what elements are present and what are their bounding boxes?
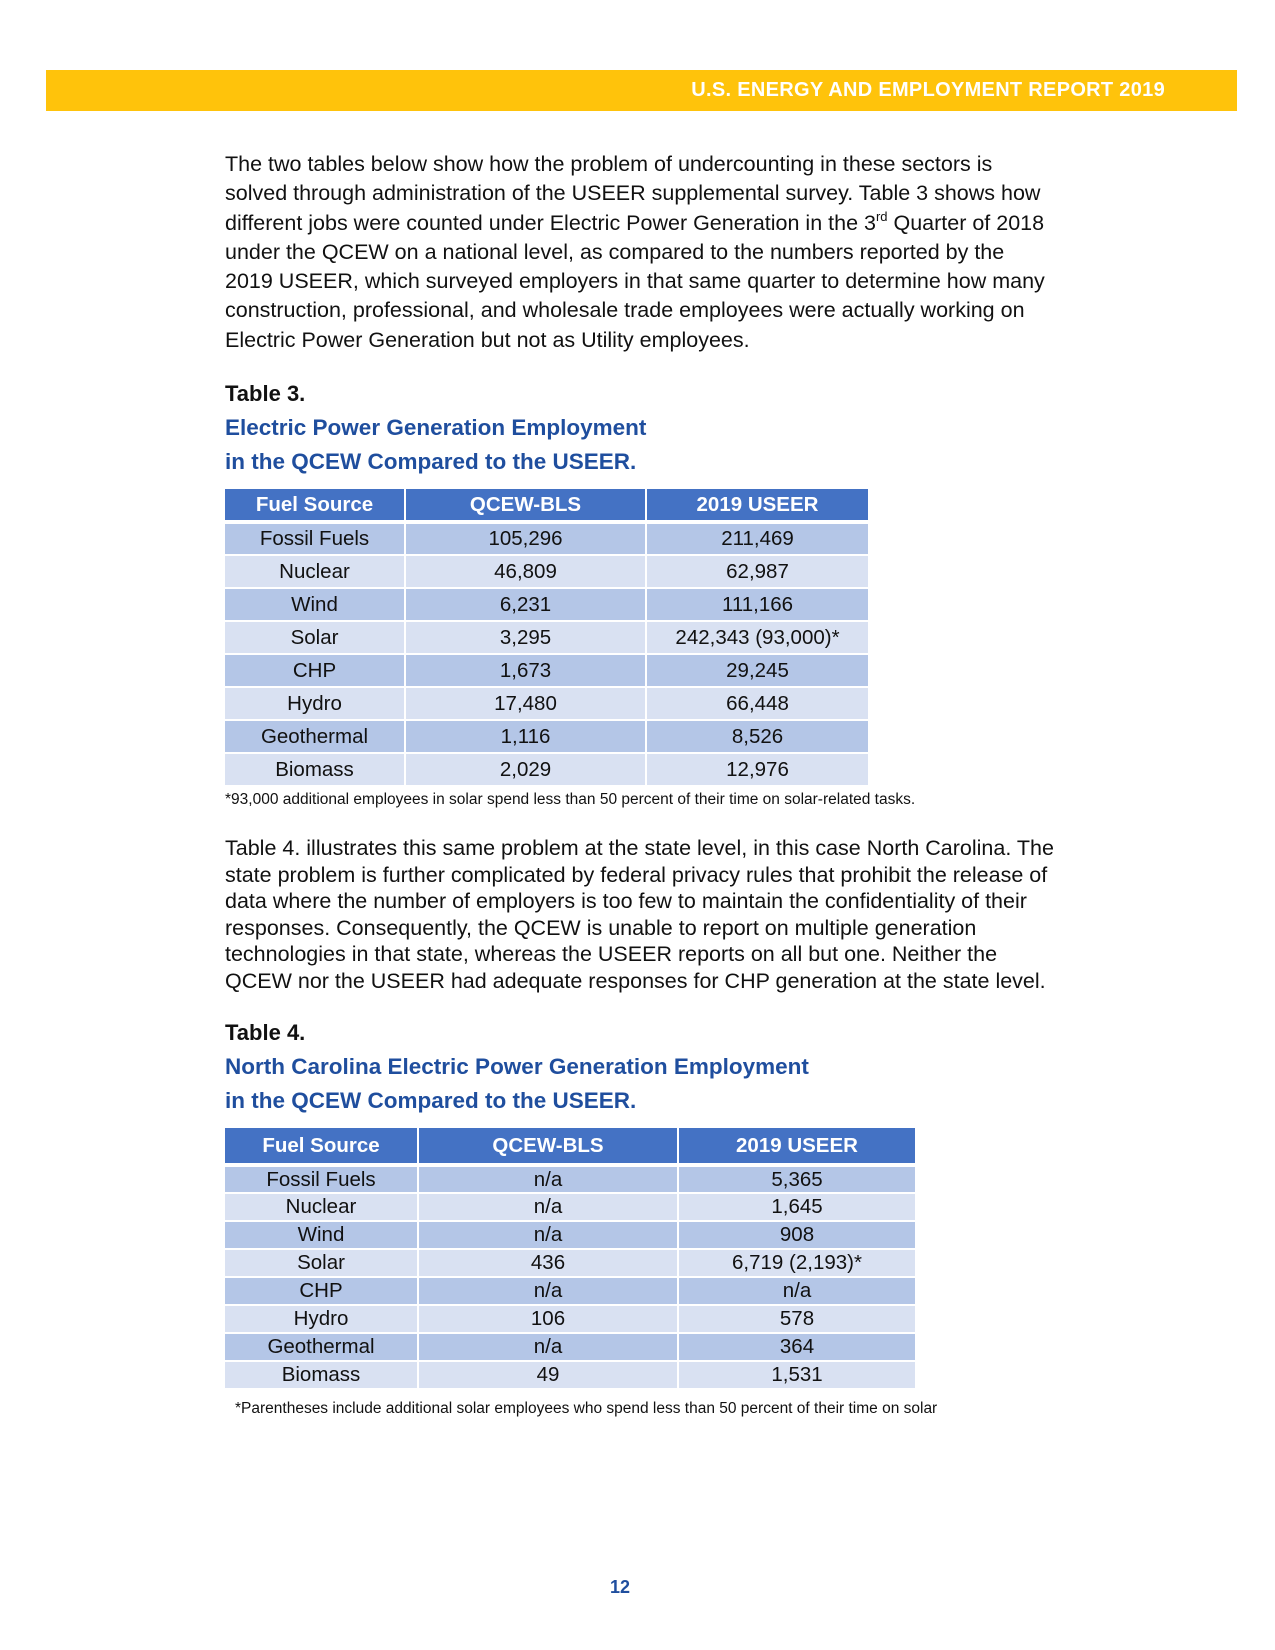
table3-cell: CHP <box>225 654 405 687</box>
middle-paragraph: Table 4. illustrates this same problem at the state level, in this case North Carolina. The state problem is further complicated by federal privacy rules that prohibit the release of data where the number of employers is too few to maintain the confidentiality of their responses. Consequently, the QCEW is unable to report on multiple generation technologies in that state, whereas the USEER reports on all but one. Neither the QCEW nor the USEER had adequate responses for CHP generation at the state level. <box>225 836 1054 993</box>
table4-cell: CHP <box>225 1277 418 1305</box>
table4-header-fuel-source: Fuel Source <box>225 1128 418 1165</box>
table3-cell: 211,469 <box>646 522 868 555</box>
table3-row <box>225 654 868 687</box>
table3-header-2019-useer: 2019 USEER <box>646 489 868 522</box>
table4-cell: n/a <box>418 1277 678 1305</box>
table3-title-line1: Electric Power Generation Employment <box>225 415 647 441</box>
report-banner <box>46 70 1237 111</box>
page-number: 12 <box>609 1577 631 1597</box>
report-title: U.S. ENERGY AND EMPLOYMENT REPORT 2019 <box>691 79 1165 101</box>
table4-cell: 106 <box>418 1305 678 1333</box>
table4-cell: Nuclear <box>225 1193 418 1221</box>
table3-cell: 242,343 (93,000)* <box>646 621 868 654</box>
table3-cell: Geothermal <box>225 720 405 753</box>
table3-cell: Wind <box>225 588 405 621</box>
table4-cell: n/a <box>418 1193 678 1221</box>
table3-label: Table 3. <box>225 381 306 407</box>
table3-footnote: *93,000 additional employees in solar spend less than 50 percent of their time on solar-related tasks. <box>225 791 916 809</box>
table3-cell: 17,480 <box>405 687 646 720</box>
table3-row <box>225 753 868 786</box>
table3-cell: 105,296 <box>405 522 646 555</box>
table4-row <box>225 1221 915 1249</box>
ordinal-suffix: rd <box>875 208 888 224</box>
table3-row <box>225 621 868 654</box>
table4-row <box>225 1277 915 1305</box>
table4-header-qcew-bls: QCEW-BLS <box>418 1128 678 1165</box>
table4-cell: n/a <box>418 1221 678 1249</box>
table3-header-qcew-bls: QCEW-BLS <box>405 489 646 522</box>
table3-cell: 3,295 <box>405 621 646 654</box>
table3-cell: Nuclear <box>225 555 405 588</box>
table4-row <box>225 1165 915 1193</box>
table3-cell: 1,673 <box>405 654 646 687</box>
table4-title-line2: in the QCEW Compared to the USEER. <box>225 1088 637 1114</box>
table3-row <box>225 522 868 555</box>
table4-cell: 1,645 <box>678 1193 915 1221</box>
table4-row <box>225 1193 915 1221</box>
table4-label: Table 4. <box>225 1020 306 1046</box>
table3-cell: 2,029 <box>405 753 646 786</box>
table3-cell: 29,245 <box>646 654 868 687</box>
table4-cell: n/a <box>418 1165 678 1193</box>
table4-cell: 5,365 <box>678 1165 915 1193</box>
table4-cell: n/a <box>678 1277 915 1305</box>
table4-cell: Wind <box>225 1221 418 1249</box>
table4-row <box>225 1305 915 1333</box>
table4-cell: n/a <box>418 1333 678 1361</box>
table4-row <box>225 1361 915 1389</box>
table3 <box>225 489 868 787</box>
table4-cell: Biomass <box>225 1361 418 1389</box>
table4-cell: 364 <box>678 1333 915 1361</box>
table3-cell: 111,166 <box>646 588 868 621</box>
table4-cell: Fossil Fuels <box>225 1165 418 1193</box>
table3-title-line2: in the QCEW Compared to the USEER. <box>225 449 637 475</box>
table3-cell: Solar <box>225 621 405 654</box>
table4-cell: Hydro <box>225 1305 418 1333</box>
table4-cell: Solar <box>225 1249 418 1277</box>
table4 <box>225 1128 915 1390</box>
table4-footnote: *Parentheses include additional solar employees who spend less than 50 percent of their time on solar <box>235 1400 938 1418</box>
table3-cell: 62,987 <box>646 555 868 588</box>
table4-cell: 1,531 <box>678 1361 915 1389</box>
table4-cell: 6,719 (2,193)* <box>678 1249 915 1277</box>
intro-text-2: Quarter of 2018 under the QCEW on a national level, as compared to the numbers reported by the 2019 USEER, which surveyed employers in that same quarter to determine how many construction, professional, and wholesale trade employees were actually working on Electric Power Generation but not as Utility employees. <box>225 210 1045 352</box>
table3-cell: Hydro <box>225 687 405 720</box>
intro-text-1: The two tables below show how the problem of undercounting in these sectors is solved through administration of the USEER supplemental survey. Table 3 shows how different jobs were counted under Electric Power Generation in the 3 <box>225 152 1041 235</box>
table3-cell: Biomass <box>225 753 405 786</box>
table4-cell: 578 <box>678 1305 915 1333</box>
table3-cell: 1,116 <box>405 720 646 753</box>
table3-cell: 6,231 <box>405 588 646 621</box>
table4-cell: 908 <box>678 1221 915 1249</box>
page-content <box>225 150 1055 1418</box>
table4-cell: Geothermal <box>225 1333 418 1361</box>
table4-row <box>225 1249 915 1277</box>
table3-cell: 8,526 <box>646 720 868 753</box>
table4-cell: 49 <box>418 1361 678 1389</box>
table3-row <box>225 588 868 621</box>
table4-row <box>225 1333 915 1361</box>
table3-cell: Fossil Fuels <box>225 522 405 555</box>
table3-row <box>225 720 868 753</box>
table3-row <box>225 555 868 588</box>
table3-cell: 66,448 <box>646 687 868 720</box>
table4-header-2019-useer: 2019 USEER <box>678 1128 915 1165</box>
table4-cell: 436 <box>418 1249 678 1277</box>
table4-title-line1: North Carolina Electric Power Generation Employment <box>225 1054 809 1080</box>
intro-paragraph <box>225 150 1055 355</box>
table3-header-fuel-source: Fuel Source <box>225 489 405 522</box>
table3-cell: 12,976 <box>646 753 868 786</box>
table3-cell: 46,809 <box>405 555 646 588</box>
table3-row <box>225 687 868 720</box>
